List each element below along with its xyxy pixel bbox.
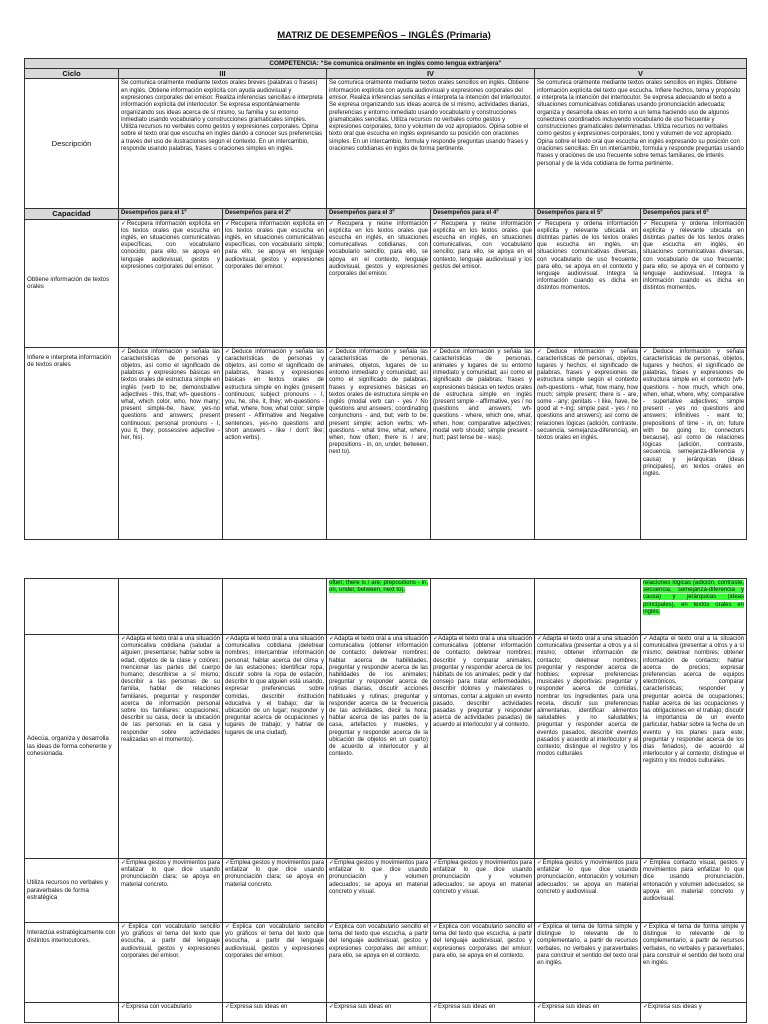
- adecua-grado-6: ✓Adapta el texto oral a la situación comunicativa (presentar a otros y a sí mismo; deletrear nombres; obtener información de contacto; hablar acerca de precios; expresar preferencias acerca de equipos electrónicos, comparar características; responder y preguntar acerca de ocupaciones; hablar acerca de las ocupaciones y las obligaciones en el trabajo; discutir la importancia de un evento particular, hablar sobre la fecha de un evento y los planes para este; preguntar y responder acerca de los días feriados), de acuerdo al interlocutor y al contexto; distingue el registro y los modos culturales.: [641, 635, 747, 859]
- infiere-grado-3: ✓Deduce información y señala las características de personas, animales, objetos, lugares de su entorno inmediato y comunidad; así como el significado de palabras, frases y expresiones básicas en textos orales de estructura simple en inglés (modal verb can - yes / No questions and answers; coordinating conjunctions - and, but; verb to be; present simple; action verbs; wh- questions - what time, what, where, when, how often; there is / are; prepositions - in, on, under, between, next to).: [327, 347, 431, 539]
- ciclo-iv: IV: [327, 69, 535, 79]
- interactua-grado-3: ✓Explica con vocabulario sencillo el tema del texto que escucha, a partir del lenguaje audiovisual, gestos y expresiones corporales del emisor; para ello, se apoya en el contexto.: [327, 923, 431, 1003]
- ciclo-v: V: [535, 69, 747, 79]
- utiliza-grado-3: ✓Emplea gestos y movimientos para enfatizar lo que dice usando pronunciación y volumen adecuados; se apoya en material concreto y visual.: [327, 859, 431, 923]
- interactua-grado-6: ✓Explica el tema de forma simple y distingue lo relevante de lo complementario, a partir de recursos verbales, no verbales y paraverbales, para construir el sentido del texto oral en inglés.: [641, 923, 747, 1003]
- capacidad-adecua: Adecúa, organiza y desarrolla las ideas de forma coherente y cohesionada.: [25, 635, 119, 859]
- page-title: MATRIZ DE DESEMPEÑOS – INGLÉS (Primaria): [277, 30, 491, 41]
- expresa-grado-6: ✓Expresa sus ideas y: [641, 1003, 747, 1023]
- ciclo-iii: III: [119, 69, 327, 79]
- descripcion-v: Se comunica oralmente mediante textos orales sencillos en inglés. Obtiene información explícita del texto que escucha. Infiere hechos, tema y propósito e interpreta la intención del interlocutor. Se expresa adecuando el texto a situaciones comunicativas cotidianas usando pronunciación adecuada; organiza y desarrolla ideas en torno a un tema haciendo uso de algunos conectores coordinados incluyendo vocabulario de uso frecuente y construcciones gramaticales determinadas. Utiliza recursos no verbales como gestos y expresiones corporales, tono y volumen de voz apropiado. Opina sobre el texto oral que escucha en inglés expresando su posición con oraciones sencillas. En un intercambio, formula y responde preguntas usando frases y oraciones de uso frecuente sobre temas familiares, de interés personal y de la vida cotidiana de forma pertinente.: [535, 79, 747, 209]
- capacidad-interactua: Interactúa estratégicamente con distintos interlocutores.: [25, 923, 119, 1003]
- continuation-grado-6: relaciones lógicas (adición, contraste, secuencia, semejanza-diferencia y causa) y jerárquicas (ideas principales), en textos orales en inglés.: [641, 579, 747, 635]
- continuation-grado-1: [119, 579, 223, 635]
- expresa-grado-1: ✓Expresa con vocabulario: [119, 1003, 223, 1023]
- expresa-grado-3: ✓Expresa sus ideas en: [327, 1003, 431, 1023]
- grado-4-header: Desempeños para el 4º: [431, 209, 535, 219]
- adecua-grado-4: ✓Adapta el texto oral a una situación comunicativa (obtener información de contacto; deletrear nombres; describir y comparar animales, preguntar y responder acerca de los hábitats de los animales; pedir y dar consejo para tratar enfermedades, describir dolores y malestares o síntomas, contar a alguien un evento pasado, describir actividades pasadas y preguntar y responder acerca de actividades pasadas) de acuerdo al interlocutor y al contexto.: [431, 635, 535, 859]
- obtiene-grado-3: ✓Recupera y reúne información explícita en los textos orales que escucha en inglés, en situaciones comunicativas cotidianas, con vocabulario sencillo; para ello, se apoya en el contexto, lenguaje audiovisual, gestos y expresiones corporales del emisor.: [327, 219, 431, 347]
- grado-2-header: Desempeños para el 2º: [223, 209, 327, 219]
- obtiene-grado-5: ✓Recupera y ordena información explícita y relevante ubicada en distintas partes de los textos orales que escucha en inglés, en situaciones comunicativas diversas, con vocabulario de uso frecuente; para ello, se apoya en el contexto y lenguaje audiovisual. Integra la información cuando es dicha en distintos momentos.: [535, 219, 641, 347]
- adecua-grado-3: ✓Adapta el texto oral a una situación comunicativa (obtener información de contacto; deletrear nombres; hablar acerca de habilidades, preguntar y responder acerca de las habilidades de los animales; preguntar y responder acerca de rutinas diarias, discutir acciones habituales y rutinas; preguntar y responder acerca de la frecuencia de las actividades, decir la hora; hablar acerca de las partes de la casa, artefactos y muebles, y preguntar y responder acerca de la ubicación de objetos en un cuarto) de acuerdo al interlocutor y al contexto.: [327, 635, 431, 859]
- grado-3-header: Desempeños para el 3º: [327, 209, 431, 219]
- adecua-grado-1: ✓Adapta el texto oral a una situación comunicativa cotidiana (saludar a alguien; presentarse; hablar sobre la edad, objetos de la clase y colores; mencionar las partes del cuerpo humano; describirse a sí mismo; describir a las personas de su familia, hablar de relaciones familiares, preguntar y responder acerca de información personal sobre los familiares: ocupaciones; describir su casa, decir la ubicación de las personas en la casa y responder sobre actividades realizadas en el momento).: [119, 635, 223, 859]
- utiliza-grado-5: ✓Emplea gestos y movimientos para enfatizar lo que dice usando pronunciación, entonación y volumen adecuados; se apoya en material concreto y audiovisual.: [535, 859, 641, 923]
- matrix-table-part1: [24, 58, 746, 540]
- infiere-grado-6: ✓Deduce información y señala características de personas, objetos, lugares y hechos; el significado de palabras, frases y expresiones de estructura simple en el contexto (wh-questions - how much, which one, when, what, where, why; comparative - superlative adjectives; simple present - yes no questions and answers; infinitives - want to; prepositions of time - in, on; future with be going to; connectors because), así como de relaciones lógicas (adición, contraste, secuencia, semejanza-diferencia y causa) y jerárquicas (ideas principales), en textos orales en inglés.: [641, 347, 747, 539]
- capacidad-utiliza: Utiliza recursos no verbales y paraverbales de forma estratégica: [25, 859, 119, 923]
- expresa-grado-4: ✓Expresa sus ideas en: [431, 1003, 535, 1023]
- continuation-grado-3: often; there is / are; prepositions - in, on, under, between, next to).: [327, 579, 431, 635]
- adecua-grado-5: ✓Adapta el texto oral a una situación comunicativa (presentar a otros y a sí mismo; obtener información de contacto; deletrear nombres; preguntar y responder acerca de hobbies; expresar preferencias musicales y deportivas; preguntar y responder acerca de comidas, nombrar los ingredientes para una receta, discutir sus preferencias alimentarias, identificar alimentos saludables y no saludables; preguntar y responder acerca de eventos pasados, describir eventos pasados y acuerdo al interlocutor y al contexto; distingue el registro y los modos culturales: [535, 635, 641, 859]
- descripcion-iii: Se comunica oralmente mediante textos orales breves (palabras o frases) en inglés. Obtiene información explícita con ayuda audiovisual y expresiones corporales del emisor. Realiza inferencias sencillas e interpreta información explícita del interlocutor. Se expresa espontáneamente organizando sus ideas acerca de sí mismo, su familia y su entorno inmediato usando vocabulario y construcciones gramaticales simples. Utiliza recursos no verbales como gestos y expresiones corporales. Opina sobre el texto oral que escucha en inglés dando a conocer sus preferencias a través del uso de ilustraciones según el contexto. En un intercambio, responde usando palabras, frases u oraciones simples en inglés.: [119, 79, 327, 209]
- descripcion-label: Descripción: [25, 79, 119, 209]
- interactua-grado-1: ✓Explica con vocabulario sencillo y/o gráficos el tema del texto que escucha, a partir del lenguaje audiovisual, gestos y expresiones corporales del emisor.: [119, 923, 223, 1003]
- obtiene-grado-1: ✓Recupera información explícita en los textos orales que escucha en inglés, en situaciones comunicativas específicas, con vocabulario conocido; para ello, se apoya en lenguaje audiovisual, gestos y expresiones corporales del emisor.: [119, 219, 223, 347]
- capacidad-obtiene: Obtiene información de textos orales: [25, 219, 119, 347]
- continuation-label: [25, 579, 119, 635]
- grado-6-header: Desempeños para el 6º: [641, 209, 747, 219]
- capacidad-infiere: Infiere e interpreta información de textos orales: [25, 347, 119, 539]
- infiere-grado-5: ✓Deduce información y señala características de personas, objetos, lugares y hechos; el significado de palabras, frases y expresiones de estructura simple según el contexto (wh-questions - what, how many, how much; simple present; there is - are, some - any; genitals - I like, have, be good at +-ing; simple past - yes / no questions and answers); así como de relaciones lógicas (adición, contraste, secuencia, semejanza-diferencia), en textos orales en inglés.: [535, 347, 641, 539]
- grado-5-header: Desempeños para el 5º: [535, 209, 641, 219]
- descripcion-iv: Se comunica oralmente mediante textos orales sencillos en inglés. Obtiene información explícita con ayuda audiovisual y expresiones corporales del emisor. Realiza inferencias sencillas e interpreta la intención del interlocutor. Se expresa organizando sus ideas acerca de sí mismo, actividades diarias, preferencias y entorno inmediato usando vocabulario y construcciones gramaticales sencillas. Utiliza recursos no verbales como gestos y expresiones corporales, tono y volumen de voz apropiados. Opina sobre el texto oral que escucha en inglés expresando su posición con oraciones simples. En un intercambio, formula y responde preguntas usando frases y oraciones cotidianas en inglés de forma pertinente.: [327, 79, 535, 209]
- ciclo-header: Ciclo: [25, 69, 119, 79]
- obtiene-grado-4: ✓Recupera y reúne información explícita en los textos orales que escucha en inglés, en situaciones comunicativas, con vocabulario sencillo; para ello, se apoya en el contexto, lenguaje audiovisual y los gestos del emisor.: [431, 219, 535, 347]
- competencia-header: COMPETENCIA: “Se comunica oralmente en inglés como lengua extranjera”: [25, 59, 747, 69]
- utiliza-grado-4: ✓Emplea gestos y movimientos para enfatizar lo que dice usando pronunciación y volumen adecuados; se apoya en material concreto y visual.: [431, 859, 535, 923]
- interactua-grado-2: ✓Explica con vocabulario sencillo y/o gráficos el tema del texto que escucha, a partir del lenguaje audiovisual, gestos y expresiones corporales del emisor.: [223, 923, 327, 1003]
- continuation-grado-2: [223, 579, 327, 635]
- utiliza-grado-2: ✓Emplea gestos y movimientos para enfatizar lo que dice usando pronunciación clara; se apoya en material concreto.: [223, 859, 327, 923]
- interactua-grado-5: ✓Explica el tema de forma simple y distingue lo relevante de lo complementario, a partir de recursos verbales, no verbales y paraverbales para construir el sentido del texto oral en inglés.: [535, 923, 641, 1003]
- matrix-table-part2: [24, 578, 746, 1023]
- continuation-grado-4: [431, 579, 535, 635]
- continuation-grado-5: [535, 579, 641, 635]
- expresa-grado-5: ✓Expresa sus ideas en: [535, 1003, 641, 1023]
- grado-1-header: Desempeños para el 1º: [119, 209, 223, 219]
- interactua-grado-4: ✓Explica con vocabulario sencillo el tema del texto que escucha, a partir del lenguaje audiovisual, gestos y expresiones corporales del emisor; para ello, se apoya en el contexto.: [431, 923, 535, 1003]
- utiliza-grado-6: ✓Emplea contacto visual, gestos y movimientos para enfatizar lo que dice usando pronunciación, entonación y volumen adecuados; se apoya en material concreto y audiovisual.: [641, 859, 747, 923]
- capacidad-expresa: [25, 1003, 119, 1023]
- utiliza-grado-1: ✓Emplea gestos y movimientos para enfatizar lo que dice usando pronunciación clara; se apoya en material concreto.: [119, 859, 223, 923]
- infiere-grado-1: ✓Deduce información y señala las características de personas y objetos, así como el significado de palabras y expresiones básicas en textos orales de estructura simple en inglés (verb to be; demonstrative adjectives - this, that; wh- questions - what, which color, who, how many; present simple-be, have; yes-no questions and answers; present continuous; personal pronouns - I, you it, they; possessive adjective - her, his).: [119, 347, 223, 539]
- adecua-grado-2: ✓Adapta el texto oral a una situación comunicativa cotidiana (deletrear nombres; intercambiar información personal; hablar acerca del clima y de las estaciones; identificar ropa, discutir sobre la ropa de estación, describir lo que alguien está usando, expresar preferencias sobre comidas, describir institución educativa y el trabajo; dar la ubicación de un lugar; responder y preguntar acerca de ocupaciones y lugares de trabajo; y hablar de lugares de una ciudad).: [223, 635, 327, 859]
- expresa-grado-2: ✓Expresa sus ideas en: [223, 1003, 327, 1023]
- capacidad-header: Capacidad: [25, 209, 119, 219]
- obtiene-grado-2: ✓Recupera información explícita en los textos orales que escucha en inglés, en situaciones comunicativas específicas, con vocabulario simple; para ello, se apoya en lenguaje audiovisual, gestos y expresiones corporales del emisor.: [223, 219, 327, 347]
- obtiene-grado-6: ✓Recupera y ordena información explícita y relevante ubicada en distintas partes de los textos orales que escucha en inglés, en situaciones comunicativas diversas, con vocabulario de uso frecuente; para ello, se apoya en el contexto y lenguaje audiovisual. Integra la información cuando es dicha en distintos momentos.: [641, 219, 747, 347]
- infiere-grado-2: ✓Deduce información y señala las características de personas y objetos, así como el significado de palabras, frases y expresiones básicas en textos orales de estructura simple en inglés (present continuous; subject pronouns - I, you, he, she, it, they; wh-questions - what, where, how, what color; simple present - Affirmative and Negative sentences, yes-no questions and short answers - like / don't like; action verbs).: [223, 347, 327, 539]
- infiere-grado-4: ✓Deduce información y señala las características de personas, animales y lugares de su entorno inmediato y comunidad; así como el significado de palabras, frases y expresiones básicas en textos orales de estructura simple en inglés (present simple - affirmative, yes / no questions and answers; wh-questions - where, which one, what, when, how; comparative adjectives; modal verb should; simple present - hurt; past tense be - was).: [431, 347, 535, 539]
